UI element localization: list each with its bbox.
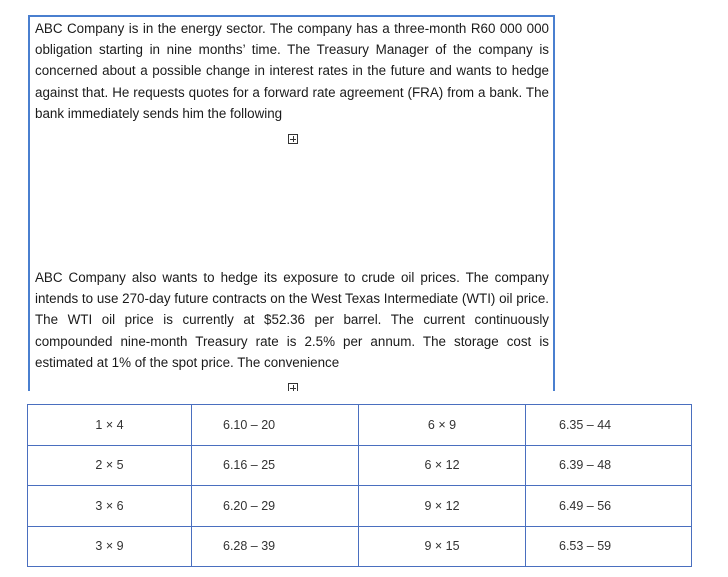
table-row bbox=[28, 526, 692, 567]
fra-quote-cell: 6.35 – 44 bbox=[526, 405, 692, 446]
question-text-editor[interactable] bbox=[28, 15, 555, 391]
fra-quote-cell: 6.53 – 59 bbox=[526, 526, 692, 567]
plus-square-icon[interactable] bbox=[288, 134, 298, 144]
fra-period-cell: 9 × 15 bbox=[359, 526, 526, 567]
fra-intro-paragraph: ABC Company is in the energy sector. The company has a three-month R60 000 000 obligation starting in nine months’ time. The Treasury Manager of the company is concerned about a possible change in interest rates in the future and wants to hedge against that. He requests quotes for a forward rate agreement (FRA) from a bank. The bank immediately sends him the following bbox=[35, 21, 549, 121]
table-row bbox=[28, 486, 692, 527]
fra-quote-cell: 6.16 – 25 bbox=[192, 445, 359, 486]
fra-quotes-table bbox=[27, 404, 692, 567]
fra-quote-cell: 6.39 – 48 bbox=[526, 445, 692, 486]
plus-square-icon[interactable] bbox=[288, 383, 298, 391]
fra-period-cell: 6 × 9 bbox=[359, 405, 526, 446]
fra-quote-cell: 6.28 – 39 bbox=[192, 526, 359, 567]
table-row bbox=[28, 445, 692, 486]
fra-quote-cell: 6.10 – 20 bbox=[192, 405, 359, 446]
fra-period-cell: 6 × 12 bbox=[359, 445, 526, 486]
fra-quote-cell: 6.20 – 29 bbox=[192, 486, 359, 527]
fra-period-cell: 9 × 12 bbox=[359, 486, 526, 527]
fra-period-cell: 1 × 4 bbox=[28, 405, 192, 446]
fra-quote-cell: 6.49 – 56 bbox=[526, 486, 692, 527]
table-row bbox=[28, 405, 692, 446]
oil-hedge-paragraph: ABC Company also wants to hedge its exposure to crude oil prices. The company intends to use 270-day future contracts on the West Texas Intermediate (WTI) oil price. The WTI oil price is currently at $52.36 per barrel. The current continuously compounded nine-month Treasury rate is 2.5% per annum. The storage cost is estimated at 1% of the spot price. The convenience bbox=[35, 270, 549, 370]
fra-period-cell: 3 × 6 bbox=[28, 486, 192, 527]
fra-period-cell: 2 × 5 bbox=[28, 445, 192, 486]
fra-period-cell: 3 × 9 bbox=[28, 526, 192, 567]
